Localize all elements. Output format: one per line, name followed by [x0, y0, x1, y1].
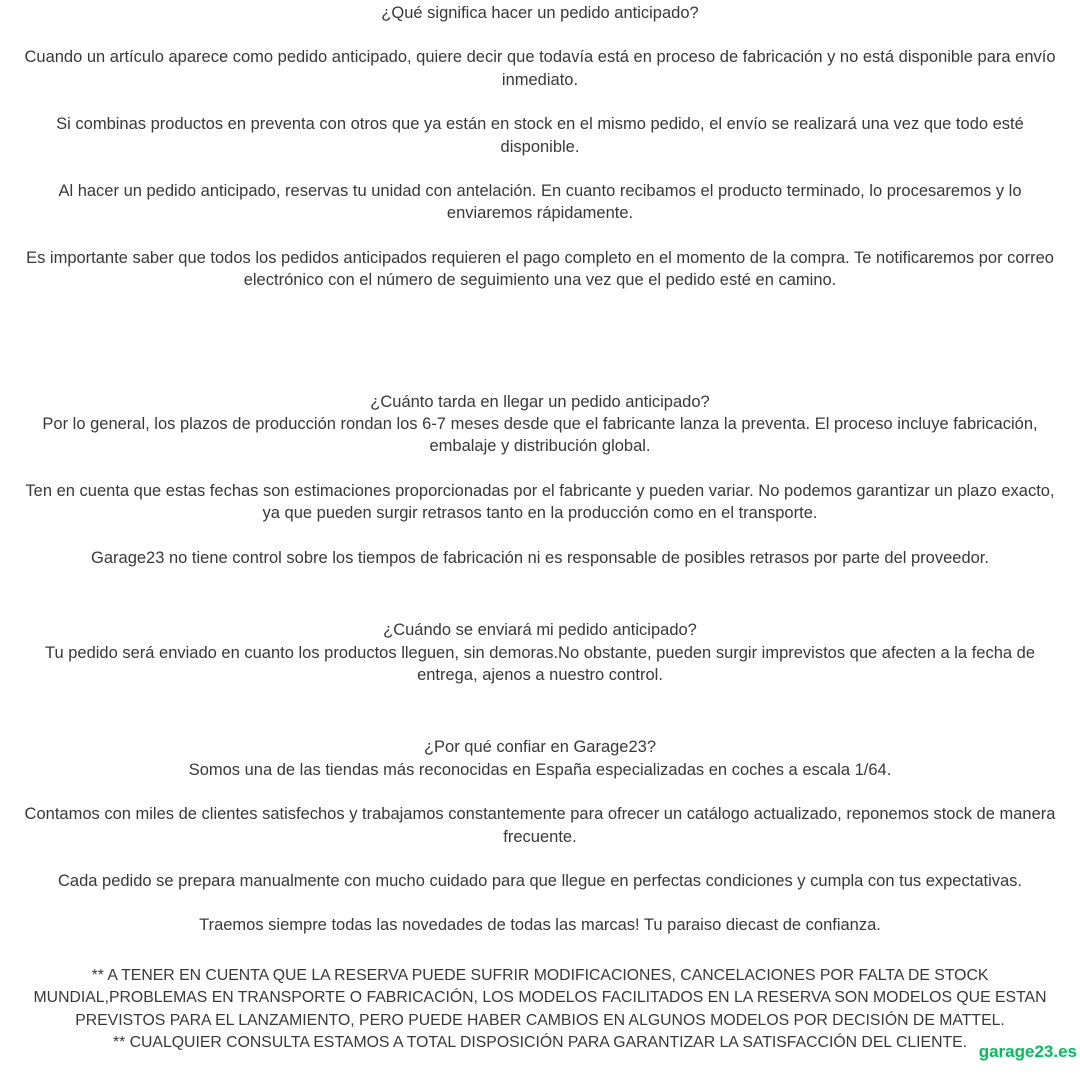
faq-question: ¿Qué significa hacer un pedido anticipado? — [381, 4, 699, 22]
reserve-disclaimer-text: ** A TENER EN CUENTA QUE LA RESERVA PUEDE SUFRIR MODIFICACIONES, CANCELACIONES POR FALTA DE STOCK MUNDIAL,PROBLEMAS EN TRANSPORTE O FABRICACIÓN, LOS MODELOS FACILITADOS EN LA RESERVA SON MODELOS QUE ESTAN PREVISTOS PARA EL LANZAMIENTO, PERO PUEDE HABER CAMBIOS EN ALGUNOS MODELOS POR DECISIÓN DE MATTEL. — [33, 966, 1047, 1029]
faq-section-cuanto-tarda — [20, 391, 1060, 569]
faq-paragraph: Cada pedido se prepara manualmente con mucho cuidado para que llegue en perfectas condiciones y cumpla con tus expectativas. — [57, 871, 1023, 890]
faq-paragraph: Somos una de las tiendas más reconocidas en España especializadas en coches a escala 1/64. — [188, 760, 892, 779]
faq-paragraph: Al hacer un pedido anticipado, reservas tu unidad con antelación. En cuanto recibamos el producto terminado, lo procesaremos y lo enviaremos rápidamente. — [58, 182, 1022, 223]
reserve-disclaimer — [6, 965, 1074, 1055]
faq-paragraph: Traemos siempre todas las novedades de todas las marcas! Tu paraiso diecast de confianza. — [199, 916, 881, 935]
customer-satisfaction-note: ** CUALQUIER CONSULTA ESTAMOS A TOTAL DISPOSICIÓN PARA GARANTIZAR LA SATISFACCIÓN DEL CLIENTE. — [112, 1033, 968, 1051]
faq-question: ¿Cuánto tarda en llegar un pedido anticipado? — [370, 392, 710, 411]
faq-paragraph: Cuando un artículo aparece como pedido anticipado, quiere decir que todavía está en proceso de fabricación y no está disponible para envío inmediato. — [24, 48, 1056, 89]
faq-paragraph: Es importante saber que todos los pedidos anticipados requieren el pago completo en el momento de la compra. Te notificaremos por correo electrónico con el número de seguimiento una vez que el pedido esté en camino. — [26, 248, 1054, 290]
brand-watermark: garage23.es — [978, 1041, 1077, 1061]
faq-section-cuando-se-enviara — [20, 619, 1060, 686]
faq-paragraph: Por lo general, los plazos de producción rondan los 6-7 meses desde que el fabricante lanza la preventa. El proceso incluye fabricación, embalaje y distribución global. — [42, 415, 1038, 456]
faq-paragraph: Si combinas productos en preventa con otros que ya están en stock en el mismo pedido, el envío se realizará una vez que todo esté disponible. — [56, 115, 1024, 156]
faq-question: ¿Por qué confiar en Garage23? — [423, 738, 657, 757]
faq-paragraph: Garage23 no tiene control sobre los tiempos de fabricación ni es responsable de posibles retrasos por parte del proveedor. — [91, 548, 989, 567]
faq-question: ¿Cuándo se enviará mi pedido anticipado? — [383, 621, 697, 640]
faq-paragraph: Tu pedido será enviado en cuanto los productos lleguen, sin demoras.No obstante, pueden surgir imprevistos que afecten a la fecha de entrega, ajenos a nuestro control. — [44, 643, 1035, 684]
faq-section-que-significa — [20, 2, 1060, 292]
faq-paragraph: Ten en cuenta que estas fechas son estimaciones proporcionadas por el fabricante y pueden variar. No podemos garantizar un plazo exacto, ya que pueden surgir retrasos tanto en la producción como en el transporte. — [25, 481, 1055, 523]
faq-section-por-que-confiar — [20, 736, 1060, 936]
faq-paragraph: Contamos con miles de clientes satisfechos y trabajamos constantemente para ofrecer un catálogo actualizado, reponemos stock de manera frecuente. — [24, 805, 1056, 846]
